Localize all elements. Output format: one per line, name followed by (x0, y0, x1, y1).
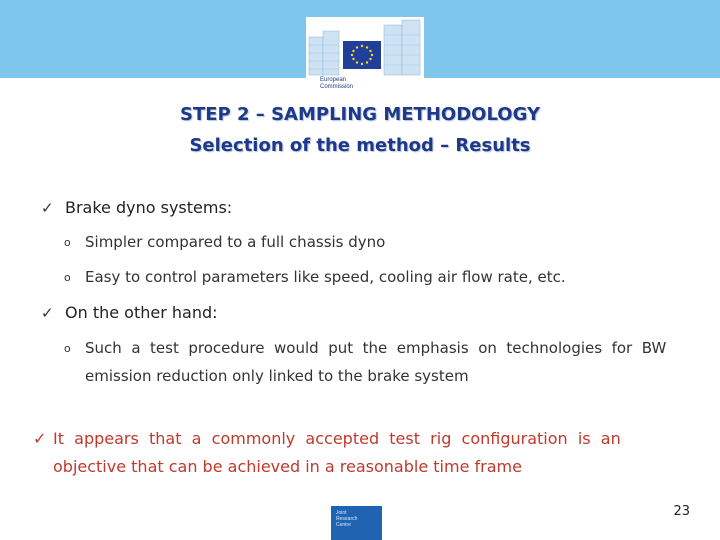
sub-bullet-icon: o (64, 271, 71, 284)
sub-bullet-icon: o (64, 342, 71, 355)
checkmark-icon: ✓ (41, 304, 54, 322)
page-number: 23 (673, 504, 690, 519)
slide-subtitle: Selection of the method – Results (189, 135, 531, 156)
checkmark-icon: ✓ (33, 429, 47, 448)
bullet-other-hand: On the other hand: (65, 303, 218, 322)
checkmark-icon: ✓ (41, 199, 54, 217)
bullet-brake-dyno: Brake dyno systems: (65, 198, 233, 217)
sub-bullet-emphasis-line1: Such a test procedure would put the emphasis on technologies for BW (85, 339, 667, 357)
conclusion-line1: It appears that a commonly accepted test rig configuration is an (53, 429, 621, 448)
sub-bullet-emphasis-line2: emission reduction only linked to the brake system (85, 367, 469, 385)
sub-bullet-simpler: Simpler compared to a full chassis dyno (85, 233, 386, 251)
sub-bullet-easy-control: Easy to control parameters like speed, cooling air flow rate, etc. (85, 268, 566, 286)
conclusion-line2: objective that can be achieved in a reasonable time frame (53, 457, 522, 476)
jrc-logo-caption: Joint Research Centre (336, 510, 358, 528)
slide-title: STEP 2 – SAMPLING METHODOLOGY (180, 104, 540, 125)
sub-bullet-icon: o (64, 236, 71, 249)
ec-logo-caption: European Commission (320, 77, 354, 90)
